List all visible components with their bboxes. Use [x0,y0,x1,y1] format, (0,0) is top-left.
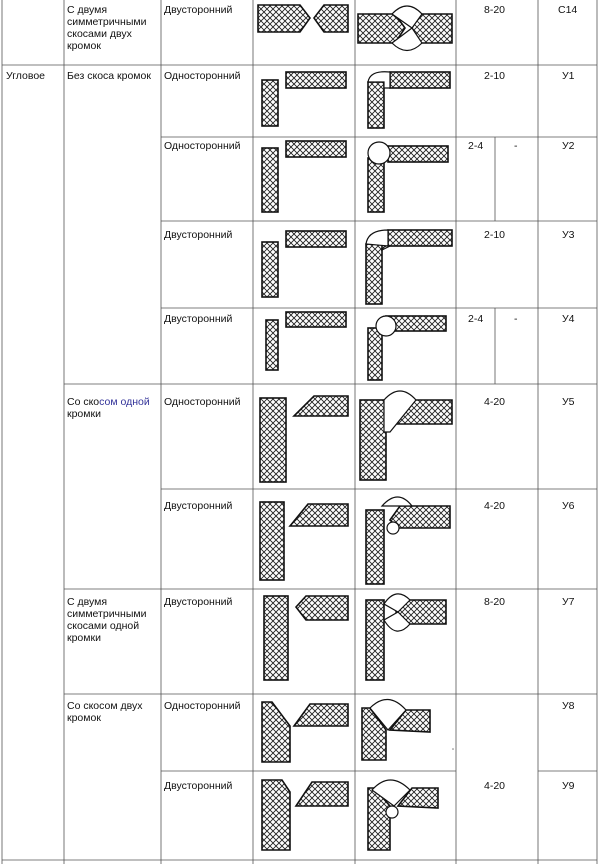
table-lines [2,0,597,864]
drawing-u7-prep [264,596,348,680]
thickness-u7: 8-20 [484,596,506,608]
side-u4: Двусторонний [164,313,233,325]
drawing-u8-weld [362,699,454,760]
code-u7: У7 [562,596,575,608]
drawing-u6-weld [366,497,450,584]
drawing-u9-prep [262,780,348,850]
thickness-c14: 8-20 [484,4,506,16]
code-u6: У6 [562,500,575,512]
thickness-u4: 2-4 [468,313,484,325]
joint-type-corner: Угловое [6,70,46,82]
dash-u4: - [514,313,518,325]
thickness-u9: 4-20 [484,780,506,792]
bevel-u5-part-a: Со ско [67,396,100,408]
drawing-c14-prep [258,5,348,32]
drawing-u7-weld [366,594,446,680]
side-c14: Двусторонний [164,4,233,16]
drawing-u3-weld [366,230,452,304]
thickness-u1: 2-10 [484,70,506,82]
bevel-u8: Со скосом двух кромок [67,700,143,724]
thickness-u2: 2-4 [468,140,484,152]
drawing-u2-prep [262,141,346,212]
side-u8: Односторонний [164,700,241,712]
drawing-u5-prep [260,396,348,482]
bevel-u1: Без скоса кромок [67,70,151,82]
drawing-u4-weld [368,316,446,380]
bevel-u5-part-b: сом одной [99,396,150,408]
side-u1: Односторонний [164,70,241,82]
side-u5: Односторонний [164,396,241,408]
code-c14: С14 [558,4,578,16]
code-u2: У2 [562,140,575,152]
thickness-u5: 4-20 [484,396,506,408]
drawing-u3-prep [262,231,346,297]
code-u8: У8 [562,700,575,712]
side-u9: Двусторонний [164,780,233,792]
side-u2: Односторонний [164,140,241,152]
bevel-u5-line1 [67,396,150,408]
drawing-u6-prep [260,502,348,580]
bevel-u5-line2: кромки [67,408,101,420]
code-u1: У1 [562,70,575,82]
side-u7: Двусторонний [164,596,233,608]
drawing-u1-weld [368,72,450,128]
drawing-u8-prep [262,702,348,762]
thickness-u6: 4-20 [484,500,506,512]
drawing-u4-prep [266,312,346,370]
thickness-u3: 2-10 [484,229,506,241]
code-u3: У3 [562,229,575,241]
bevel-u7: С двумя симметричными скосами одной кромки [67,596,147,644]
drawing-u2-weld [368,142,448,212]
code-u4: У4 [562,313,575,325]
code-u5: У5 [562,396,575,408]
side-u6: Двусторонний [164,500,233,512]
drawing-u9-weld [368,780,438,850]
code-u9: У9 [562,780,575,792]
side-u3: Двусторонний [164,229,233,241]
drawing-c14-weld [358,6,452,51]
drawing-u1-prep [262,72,346,126]
bevel-c14: С двумя симметричными скосами двух кромок [67,4,147,52]
dash-u2: - [514,140,518,152]
drawing-u5-weld [360,391,452,480]
